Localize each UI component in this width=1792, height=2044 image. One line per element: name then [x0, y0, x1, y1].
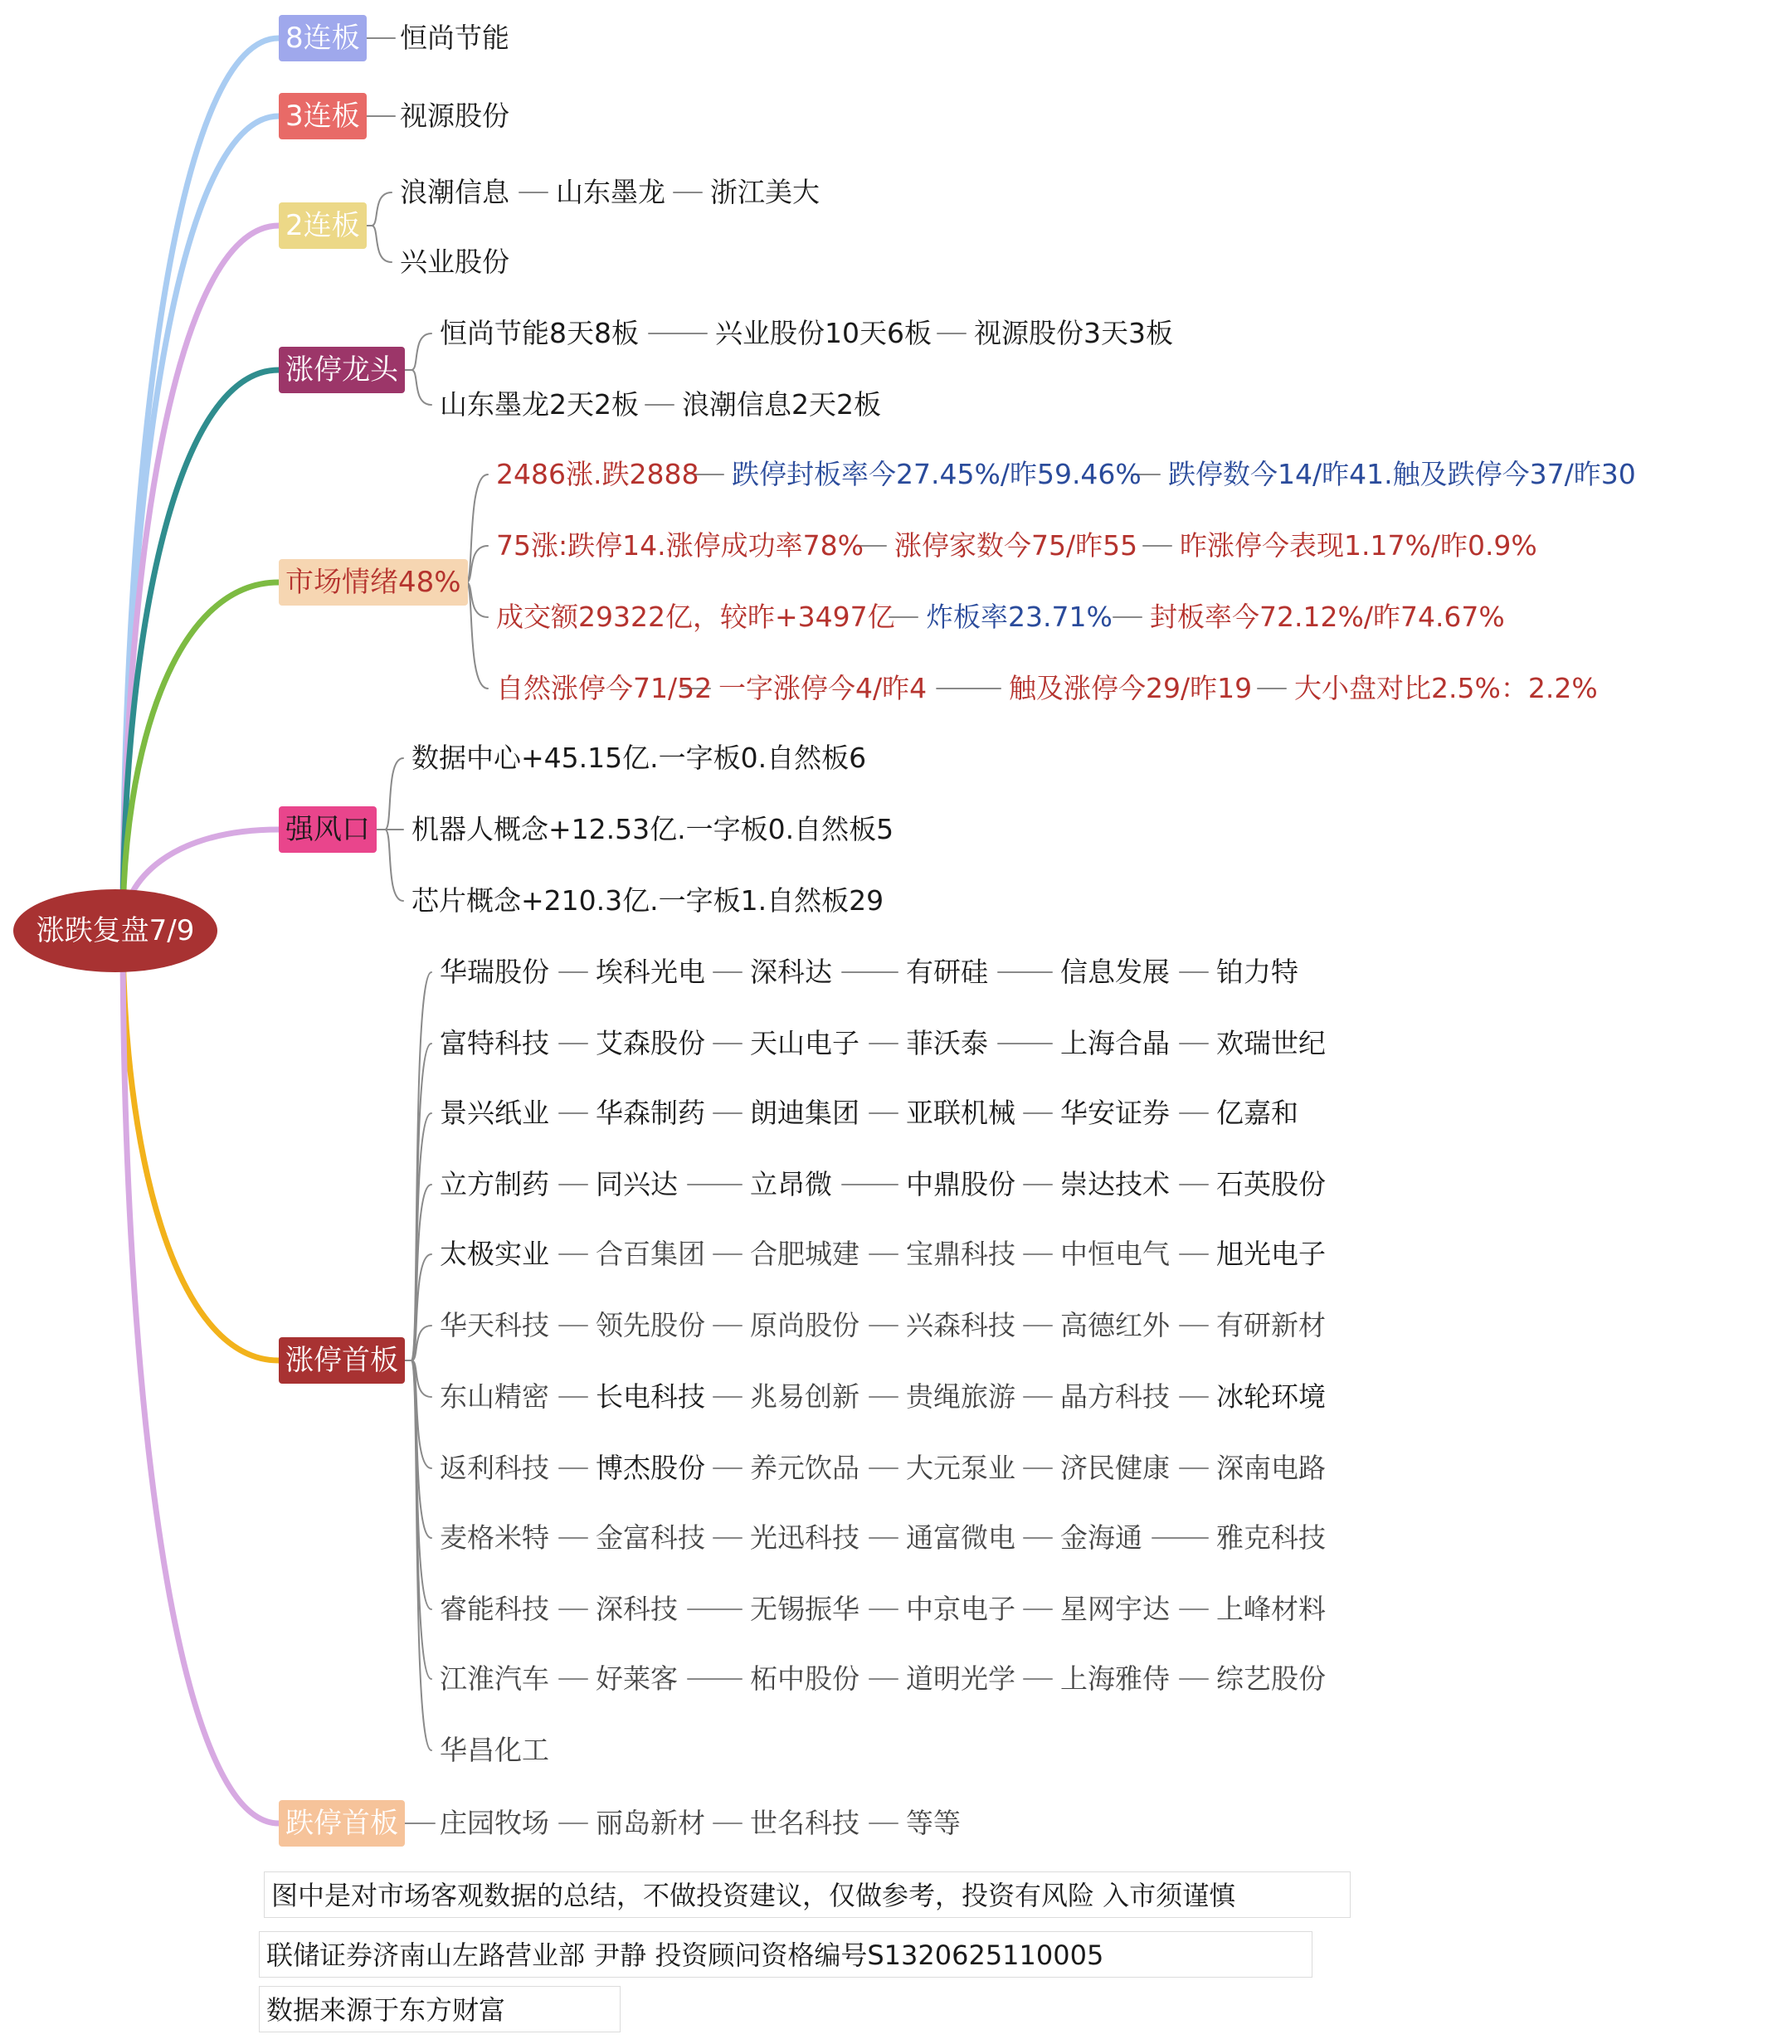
branch-tag-6[interactable]: 涨停首板: [279, 1337, 405, 1384]
node-item[interactable]: 中恒电气: [1060, 1238, 1170, 1270]
node-item[interactable]: 道明光学: [906, 1662, 1015, 1695]
node-item[interactable]: 立昂微: [750, 1168, 832, 1200]
node-item[interactable]: 华天科技: [440, 1309, 549, 1341]
node-item[interactable]: 涨停家数今75/昨55: [894, 529, 1138, 562]
node-item[interactable]: 冰轮环境: [1216, 1380, 1326, 1413]
root-node[interactable]: 涨跌复盘7/9: [13, 889, 217, 972]
branch-tag-4[interactable]: 市场情绪48%: [279, 559, 468, 606]
node-item[interactable]: 高德红外: [1060, 1309, 1170, 1341]
node-item[interactable]: 等等: [906, 1807, 961, 1839]
node-item[interactable]: 上峰材料: [1216, 1593, 1326, 1625]
node-item[interactable]: 欢瑞世纪: [1216, 1027, 1326, 1059]
node-item[interactable]: 麦格米特: [440, 1521, 549, 1554]
node-item[interactable]: 光迅科技: [750, 1521, 859, 1554]
node-item[interactable]: 数据中心+45.15亿.一字板0.自然板6: [411, 742, 867, 774]
node-item[interactable]: 视源股份3天3板: [974, 317, 1173, 349]
branch-tag-7[interactable]: 跌停首板: [279, 1800, 405, 1847]
row-connector: [375, 758, 403, 830]
node-item[interactable]: 铂力特: [1216, 956, 1298, 988]
node-item[interactable]: 宝鼎科技: [906, 1238, 1015, 1270]
node-item[interactable]: 富特科技: [440, 1027, 549, 1059]
node-item[interactable]: 通富微电: [906, 1521, 1015, 1554]
node-item[interactable]: 同兴达: [596, 1168, 678, 1200]
row-connector: [375, 830, 403, 901]
branch-line: [123, 226, 279, 929]
node-item[interactable]: 金富科技: [596, 1521, 705, 1554]
branch-tag-5[interactable]: 强风口: [279, 806, 377, 853]
node-item[interactable]: 2486涨.跌2888: [496, 458, 699, 490]
node-item[interactable]: 触及涨停今29/昨19: [1009, 672, 1253, 704]
branch-tag-0[interactable]: 8连板: [279, 15, 367, 61]
node-item[interactable]: 雅克科技: [1216, 1521, 1326, 1554]
node-item[interactable]: 华安证券: [1060, 1097, 1170, 1129]
node-item[interactable]: 跌停封板率今27.45%/昨59.46%: [732, 458, 1142, 490]
node-item[interactable]: 一字涨停今4/昨4: [718, 672, 928, 704]
node-item[interactable]: 亿嘉和: [1216, 1097, 1298, 1129]
node-item[interactable]: 华森制药: [596, 1097, 705, 1129]
node-item[interactable]: 兴森科技: [906, 1309, 1015, 1341]
node-item[interactable]: 太极实业: [440, 1238, 549, 1270]
node-item[interactable]: 成交额29322亿，较昨+3497亿: [496, 601, 895, 633]
node-item[interactable]: 景兴纸业: [440, 1097, 549, 1129]
node-item[interactable]: 东山精密: [440, 1380, 549, 1413]
node-item[interactable]: 原尚股份: [750, 1309, 859, 1341]
node-item[interactable]: 深科技: [596, 1593, 678, 1625]
branch-line: [123, 929, 279, 1823]
node-item[interactable]: 中京电子: [906, 1593, 1015, 1625]
node-item[interactable]: 无锡振华: [750, 1593, 859, 1625]
node-item[interactable]: 星网宇达: [1060, 1593, 1170, 1625]
node-item[interactable]: 有研新材: [1216, 1309, 1326, 1341]
node-item[interactable]: 旭光电子: [1216, 1238, 1326, 1270]
node-item[interactable]: 合肥城建: [750, 1238, 859, 1270]
node-item[interactable]: 浪潮信息2天2板: [682, 388, 881, 421]
node-item[interactable]: 菲沃泰: [906, 1027, 988, 1059]
branch-tag-3[interactable]: 涨停龙头: [279, 347, 405, 393]
node-item[interactable]: 综艺股份: [1216, 1662, 1326, 1695]
branch-line: [123, 929, 279, 1360]
node-item[interactable]: 上海合晶: [1060, 1027, 1170, 1059]
node-item[interactable]: 有研硅: [906, 956, 988, 988]
node-item[interactable]: 睿能科技: [440, 1593, 549, 1625]
node-item[interactable]: 崇达技术: [1060, 1168, 1170, 1200]
node-item[interactable]: 庄园牧场: [440, 1807, 549, 1839]
node-item[interactable]: 天山电子: [750, 1027, 859, 1059]
node-item[interactable]: 石英股份: [1216, 1168, 1326, 1200]
node-item[interactable]: 机器人概念+12.53亿.一字板0.自然板5: [411, 813, 894, 845]
branch-tag-2[interactable]: 2连板: [279, 202, 367, 249]
node-item[interactable]: 领先股份: [596, 1309, 705, 1341]
node-item[interactable]: 75涨:跌停14.涨停成功率78%: [496, 529, 864, 562]
node-item[interactable]: 自然涨停今71/52: [496, 672, 713, 704]
node-item[interactable]: 浪潮信息: [400, 176, 509, 208]
node-item[interactable]: 深科达: [750, 956, 832, 988]
node-item[interactable]: 柘中股份: [750, 1662, 859, 1695]
row-connector: [402, 333, 431, 370]
node-item[interactable]: 恒尚节能8天8板: [440, 317, 639, 349]
node-item[interactable]: 合百集团: [596, 1238, 705, 1270]
node-item[interactable]: 亚联机械: [906, 1097, 1015, 1129]
node-item[interactable]: 养元饮品: [750, 1452, 859, 1484]
node-item[interactable]: 封板率今72.12%/昨74.67%: [1150, 601, 1505, 633]
node-item[interactable]: 长电科技: [596, 1380, 705, 1413]
row-connector: [402, 370, 431, 405]
node-item[interactable]: 博杰股份: [596, 1452, 705, 1484]
node-item[interactable]: 芯片概念+210.3亿.一字板1.自然板29: [411, 884, 884, 917]
node-item[interactable]: 好莱客: [596, 1662, 678, 1695]
node-item[interactable]: 深南电路: [1216, 1452, 1326, 1484]
node-item[interactable]: 世名科技: [750, 1807, 859, 1839]
node-item[interactable]: 丽岛新材: [596, 1807, 705, 1839]
node-item[interactable]: 江淮汽车: [440, 1662, 549, 1695]
node-item[interactable]: 大元泵业: [906, 1452, 1015, 1484]
disclaimer-line-2: 数据来源于东方财富: [259, 1986, 621, 2032]
disclaimer-line-1: 联储证券济南山左路营业部 尹静 投资顾问资格编号S1320625110005: [259, 1931, 1312, 1978]
node-item[interactable]: 贵绳旅游: [906, 1380, 1015, 1413]
node-item[interactable]: 大小盘对比2.5%：2.2%: [1294, 672, 1598, 704]
disclaimer-line-0: 图中是对市场客观数据的总结，不做投资建议，仅做参考，投资有风险 入市须谨慎: [264, 1871, 1351, 1918]
node-item[interactable]: 视源股份: [400, 100, 509, 132]
node-item[interactable]: 返利科技: [440, 1452, 549, 1484]
node-item[interactable]: 华瑞股份: [440, 956, 549, 988]
node-item[interactable]: 中鼎股份: [906, 1168, 1015, 1200]
node-item[interactable]: 华昌化工: [440, 1734, 549, 1766]
node-item[interactable]: 跌停数今14/昨41.触及跌停今37/昨30: [1168, 458, 1636, 490]
node-item[interactable]: 山东墨龙2天2板: [440, 388, 639, 421]
node-item[interactable]: 上海雅侍: [1060, 1662, 1170, 1695]
node-item[interactable]: 兴业股份: [400, 246, 509, 278]
node-item[interactable]: 朗迪集团: [750, 1097, 859, 1129]
branch-tag-1[interactable]: 3连板: [279, 93, 367, 139]
node-item[interactable]: 昨涨停今表现1.17%/昨0.9%: [1180, 529, 1537, 562]
node-item[interactable]: 金海通: [1060, 1521, 1142, 1554]
node-item[interactable]: 兴业股份10天6板: [715, 317, 932, 349]
node-item[interactable]: 炸板率23.71%: [926, 601, 1113, 633]
node-item[interactable]: 恒尚节能: [400, 22, 509, 54]
node-item[interactable]: 浙江美大: [710, 176, 820, 208]
node-item[interactable]: 立方制药: [440, 1168, 549, 1200]
node-item[interactable]: 艾森股份: [596, 1027, 705, 1059]
node-item[interactable]: 晶方科技: [1060, 1380, 1170, 1413]
node-item[interactable]: 济民健康: [1060, 1452, 1170, 1484]
node-item[interactable]: 信息发展: [1060, 956, 1170, 988]
node-item[interactable]: 埃科光电: [596, 956, 705, 988]
node-item[interactable]: 兆易创新: [750, 1380, 859, 1413]
node-item[interactable]: 山东墨龙: [556, 176, 665, 208]
